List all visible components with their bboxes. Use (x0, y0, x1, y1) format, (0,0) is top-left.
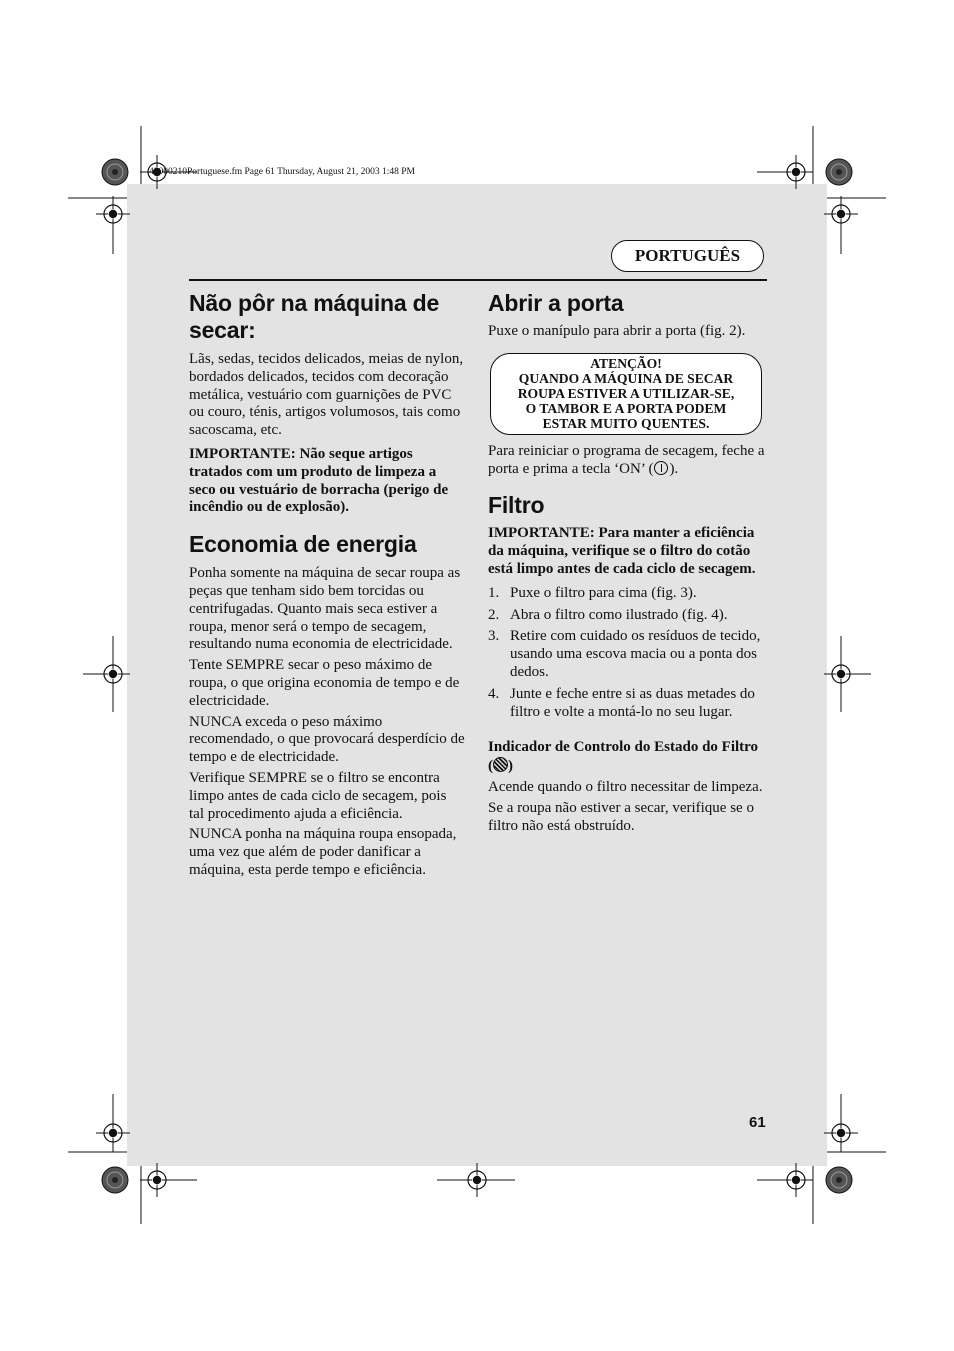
warning-line: ATENÇÃO! (590, 355, 662, 371)
section-title-economia: Economia de energia (189, 531, 417, 558)
right-column (488, 290, 766, 835)
list-item: 2. Abra o filtro como ilustrado (fig. 4). (488, 606, 728, 623)
paragraph: Lãs, sedas, tecidos delicados, meias de nylon, bordados delicados, tecidos com decoração metálica, vestuário com guarnições de PVC ou couro, ténis, artigos volumosos, tais como sacoscama, etc. (189, 351, 464, 439)
important-note: IMPORTANTE: Não seque artigos tratados com um produto de limpeza a seco ou vestuário de borracha (perigo de incêndio ou de explosão). (189, 445, 449, 516)
page-number: 61 (749, 1114, 766, 1131)
filter-steps-list (488, 585, 766, 722)
list-item: 3. Retire com cuidado os resíduos de tecido, usando uma escova macia ou a ponta dos dedos. (488, 628, 761, 680)
file-info-slug: 40000210Portuguese.fm Page 61 Thursday, August 21, 2003 1:48 PM (149, 167, 415, 177)
paragraph: Acende quando o filtro necessitar de limpeza. (488, 778, 763, 795)
list-item: 1. Puxe o filtro para cima (fig. 3). (488, 584, 697, 601)
paragraph: NUNCA ponha na máquina roupa ensopada, uma vez que além de poder danificar a máquina, esta perde tempo e eficiência. (189, 826, 457, 878)
paragraph: Se a roupa não estiver a secar, verifique se o filtro não está obstruído. (488, 799, 754, 834)
important-note: IMPORTANTE: Para manter a eficiência da máquina, verifique se o filtro do cotão está limpo antes de cada ciclo de secagem. (488, 525, 756, 577)
paragraph: Ponha somente na máquina de secar roupa as peças que tenham sido bem torcidas ou centrifugadas. Quanto mais seca estiver a roupa, menor será o tempo de secagem, resultando numa economia de electricidade. (189, 565, 461, 653)
paragraph: NUNCA exceda o peso máximo recomendado, o que provocará desperdício de tempo e de electricidade. (189, 713, 465, 766)
left-column (189, 290, 465, 880)
restart-text-end: ). (669, 460, 679, 477)
section-title-abrir-porta: Abrir a porta (488, 290, 624, 316)
header-rule (189, 279, 767, 281)
paragraph-restart (488, 443, 766, 479)
power-icon (654, 461, 668, 475)
warning-line: O TAMBOR E A PORTA PODEM (525, 400, 727, 416)
indicator-subtitle: Indicador de Controlo do Estado do Filtro ( ) (488, 739, 759, 775)
warning-line: ROUPA ESTIVER A UTILIZAR-SE, (517, 385, 735, 401)
paragraph: Verifique SEMPRE se o filtro se encontra limpo antes de cada ciclo de secagem, pois tal procedimento ajuda a eficiência. (189, 769, 447, 822)
list-item: 4. Junte e feche entre si as duas metades do filtro e volte a montá-lo no seu lugar. (488, 685, 755, 720)
section-title-nao-por: Não pôr na máquina de secar: (189, 290, 440, 343)
section-title-filtro: Filtro (488, 492, 545, 519)
paragraph: Puxe o manípulo para abrir a porta (fig. 2). (488, 323, 746, 339)
paragraph: Tente SEMPRE secar o peso máximo de roupa, o que origina economia de tempo e de electricidade. (189, 657, 460, 709)
restart-text: Para reiniciar o programa de secagem, feche a porta e prima a tecla ‘ON’ ( (488, 442, 765, 477)
language-badge: PORTUGUÊS (611, 240, 764, 272)
warning-line: ESTAR MUITO QUENTES. (542, 415, 710, 431)
warning-line: QUANDO A MÁQUINA DE SECAR (518, 370, 734, 386)
filter-indicator-icon (493, 757, 508, 772)
warning-box (490, 353, 762, 435)
